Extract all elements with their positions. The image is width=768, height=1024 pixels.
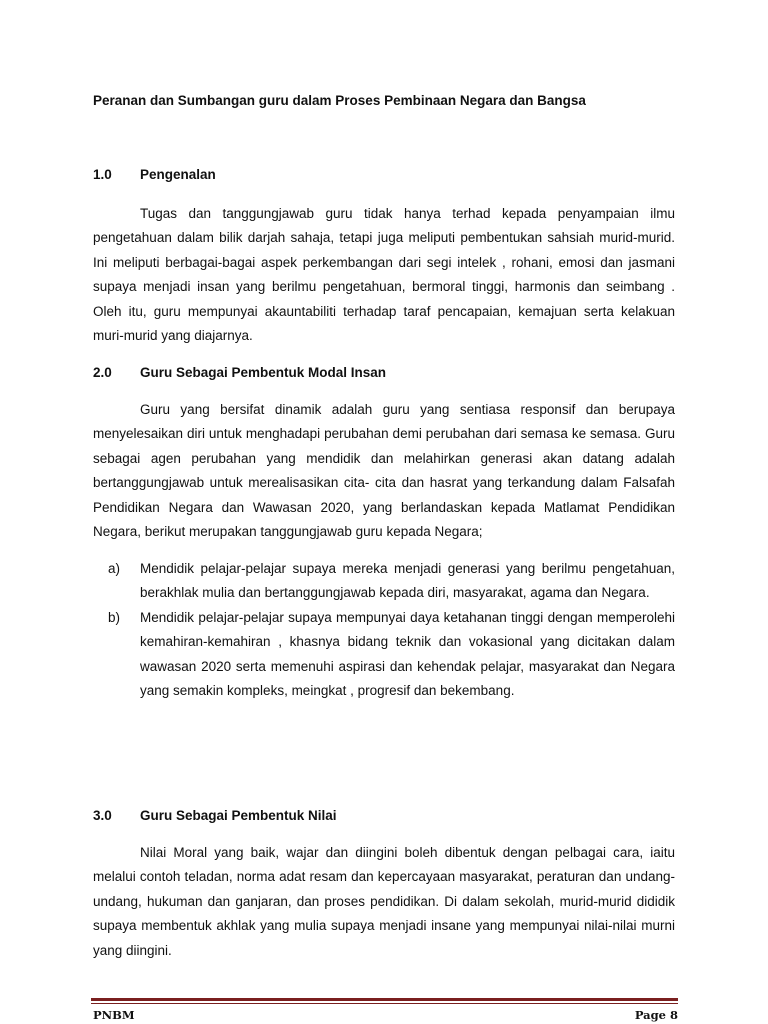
list-item-text: Mendidik pelajar-pelajar supaya mereka menjadi generasi yang berilmu pengetahuan, berakhlak mulia dan bertanggungjawab kepada diri, masyarakat, agama dan Negara. [140, 561, 675, 601]
list-item [93, 606, 675, 704]
paragraph-pengenalan: Tugas dan tanggungjawab guru tidak hanya terhad kepada penyampaian ilmu pengetahuan dalam bilik darjah sahaja, tetapi juga meliputi pembentukan sahsiah murid-murid. Ini meliputi berbagai-bagai aspek perkembangan dari segi intelek , rohani, emosi dan jasmani supaya menjadi insan yang berilmu pengetahuan, bermoral tinggi, harmonis dan seimbang . Oleh itu, guru mempunyai akauntabiliti terhadap taraf pencapaian, kemajuan serta kelakuan muri-murid yang diajarnya. [93, 206, 675, 344]
section-title: Guru Sebagai Pembentuk Nilai [140, 808, 337, 823]
section-number: 1.0 [93, 167, 112, 182]
footer-label: PNBM [93, 1008, 135, 1022]
footer-rule-thin [91, 1003, 678, 1004]
list-item-text: Mendidik pelajar-pelajar supaya mempunyai daya ketahanan tinggi dengan memperolehi kemahiran-kemahiran , khasnya bidang teknik dan vokasional yang dicitakan dalam wawasan 2020 serta memenuhi aspirasi dan kehendak pelajar, masyarakat dan Negara yang semakin kompleks, meingkat , progresif dan bekembang. [140, 609, 675, 699]
section-heading-modal-insan [93, 365, 386, 381]
section-heading-pembentuk-nilai [93, 808, 337, 824]
list-item [93, 557, 675, 606]
section-number: 3.0 [93, 808, 112, 823]
section-number: 2.0 [93, 365, 112, 380]
page-number: Page 8 [634, 1008, 678, 1022]
section-title: Guru Sebagai Pembentuk Modal Insan [140, 365, 387, 380]
list-marker: a) [108, 561, 121, 576]
paragraph-pembentuk-nilai: Nilai Moral yang baik, wajar dan diingini boleh dibentuk dengan pelbagai cara, iaitu melalui contoh teladan, norma adat resam dan kepercayaan masyarakat, peraturan dan undang-undang, hukuman dan ganjaran, dan proses pendidikan. Di dalam sekolah, murid-murid dididik supaya membentuk akhlak yang mulia supaya menjadi insane yang mempunyai nilai-nilai murni yang diingini. [93, 845, 675, 958]
section-title: Pengenalan [140, 167, 216, 182]
paragraph-modal-insan: Guru yang bersifat dinamik adalah guru yang sentiasa responsif dan berupaya menyelesaikan diri untuk menghadapi perubahan demi perubahan dari semasa ke semasa. Guru sebagai agen perubahan yang mendidik dan melahirkan generasi akan datang adalah bertanggungjawab untuk merealisasikan cita- cita dan hasrat yang terkandung dalam Falsafah Pendidikan Negara dan Wawasan 2020, yang berlandaskan kepada Matlamat Pendidikan Negara, berikut merupakan tanggungjawab guru kepada Negara; [93, 402, 675, 540]
list-marker: b) [108, 609, 121, 625]
footer-rule [91, 998, 678, 1001]
section-heading-pengenalan [93, 167, 216, 183]
responsibility-list [93, 557, 675, 703]
document-title: Peranan dan Sumbangan guru dalam Proses Pembinaan Negara dan Bangsa [93, 93, 586, 108]
